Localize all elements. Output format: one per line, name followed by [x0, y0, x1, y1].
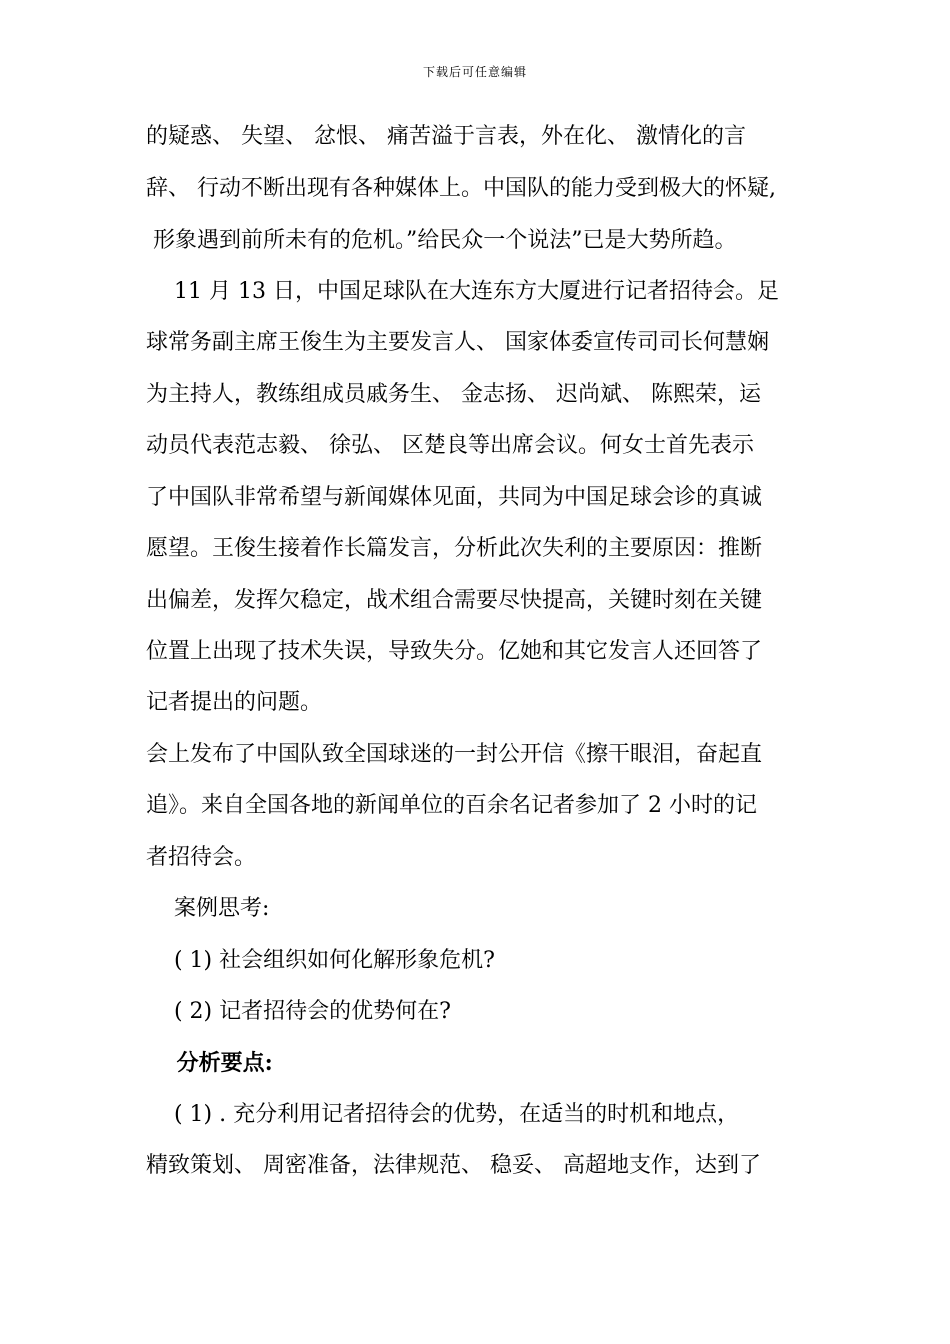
- text-line: ( 1) 社会组织如何化解形象危机?: [146, 948, 495, 973]
- section-heading: 分析要点:: [146, 1050, 273, 1076]
- text-line: 精致策划、 周密准备，法律规范、 稳妥、 高超地支作，达到了: [146, 1153, 761, 1178]
- text-line: 记者提出的问题。: [146, 690, 323, 715]
- text-line: 会上发布了中国队致全国球迷的一封公开信《擦干眼泪，奋起直: [146, 742, 763, 767]
- text-line: 辞、 行动不断出现有各种媒体上。中国队的能力受到极大的怀疑,: [146, 176, 776, 201]
- text-line: 球常务副主席王俊生为主要发言人、 国家体委宣传司司长何慧娴: [146, 330, 769, 355]
- text-line: 位置上出现了技术失误，导致失分。亿她和其它发言人还回答了: [146, 639, 763, 664]
- text-line: 动员代表范志毅、 徐弘、 区楚良等出席会议。何女士首先表示: [146, 433, 754, 458]
- text-line: ( 2) 记者招待会的优势何在?: [146, 999, 451, 1024]
- text-line: 追》。来自全国各地的新闻单位的百余名记者参加了 2 小时的记: [146, 793, 757, 818]
- text-line: 出偏差，发挥欠稳定，战术组合需要尽快提高，关键时刻在关键: [146, 588, 763, 613]
- text-line: 形象遇到前所未有的危机。”给民众一个说法”已是大势所趋。: [146, 228, 737, 253]
- text-line: 者招待会。: [146, 845, 257, 870]
- page-header: 下载后可任意编辑: [422, 65, 527, 79]
- text-line: 案例思考:: [146, 896, 270, 921]
- text-line: 愿望。王俊生接着作长篇发言，分析此次失利的主要原因：推断: [146, 536, 763, 561]
- text-line: 了中国队非常希望与新闻媒体见面，共同为中国足球会诊的真诚: [146, 485, 763, 510]
- text-line: 的疑惑、 失望、 忿恨、 痛苦溢于言表，外在化、 激情化的言: [146, 124, 746, 149]
- text-line: 11 月 13 日，中国足球队在大连东方大厦进行记者招待会。足: [146, 279, 779, 304]
- text-line: 为主持人，教练组成员戚务生、 金志扬、 迟尚斌、 陈熙荣，运: [146, 382, 761, 407]
- text-line: ( 1) . 充分利用记者招待会的优势，在适当的时机和地点，: [146, 1102, 740, 1127]
